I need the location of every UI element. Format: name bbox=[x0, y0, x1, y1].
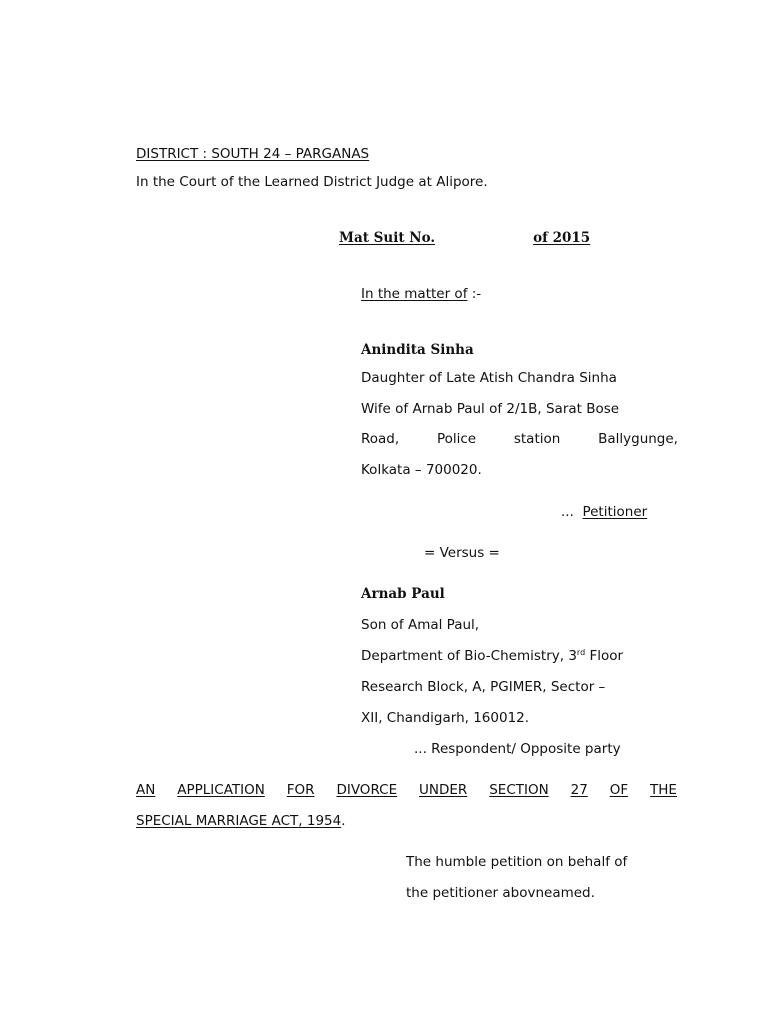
suit-number-line bbox=[339, 229, 609, 247]
application-title-line: SPECIAL MARRIAGE ACT, 1954. bbox=[136, 813, 346, 829]
matter-label: In the matter of bbox=[361, 286, 468, 302]
application-title-line: AN APPLICATION FOR DIVORCE UNDER SECTION 27 OF THE bbox=[136, 782, 677, 798]
suit-year: of 2015 bbox=[533, 230, 591, 246]
court-title: In the Court of the Learned District Judge at Alipore. bbox=[136, 174, 488, 190]
respondent-parentage: Son of Amal Paul, bbox=[361, 617, 480, 633]
respondent-address-line: Research Block, A, PGIMER, Sector – bbox=[361, 679, 606, 695]
petition-text-line: the petitioner abovneamed. bbox=[406, 885, 595, 901]
matter-heading: In the matter of :- bbox=[361, 286, 482, 302]
versus-divider: = Versus = bbox=[424, 545, 500, 561]
respondent-name: Arnab Paul bbox=[361, 586, 445, 602]
suit-number-label: Mat Suit No. bbox=[339, 230, 436, 246]
petition-text-line: The humble petition on behalf of bbox=[406, 854, 628, 870]
petitioner-address-line: Kolkata – 700020. bbox=[361, 462, 482, 478]
petitioner-parentage: Daughter of Late Atish Chandra Sinha bbox=[361, 370, 617, 386]
petitioner-address-line: Road, Police station Ballygunge, bbox=[361, 431, 678, 447]
petitioner-address-line: Wife of Arnab Paul of 2/1B, Sarat Bose bbox=[361, 401, 620, 417]
respondent-role: ... Respondent/ Opposite party bbox=[414, 741, 621, 757]
respondent-address-line: XII, Chandigarh, 160012. bbox=[361, 710, 530, 726]
respondent-address-line: Department of Bio-Chemistry, 3rd Floor bbox=[361, 648, 624, 664]
petitioner-role: ... Petitioner bbox=[561, 504, 648, 520]
petitioner-name: Anindita Sinha bbox=[361, 342, 474, 358]
district-heading: DISTRICT : SOUTH 24 – PARGANAS bbox=[136, 146, 370, 162]
